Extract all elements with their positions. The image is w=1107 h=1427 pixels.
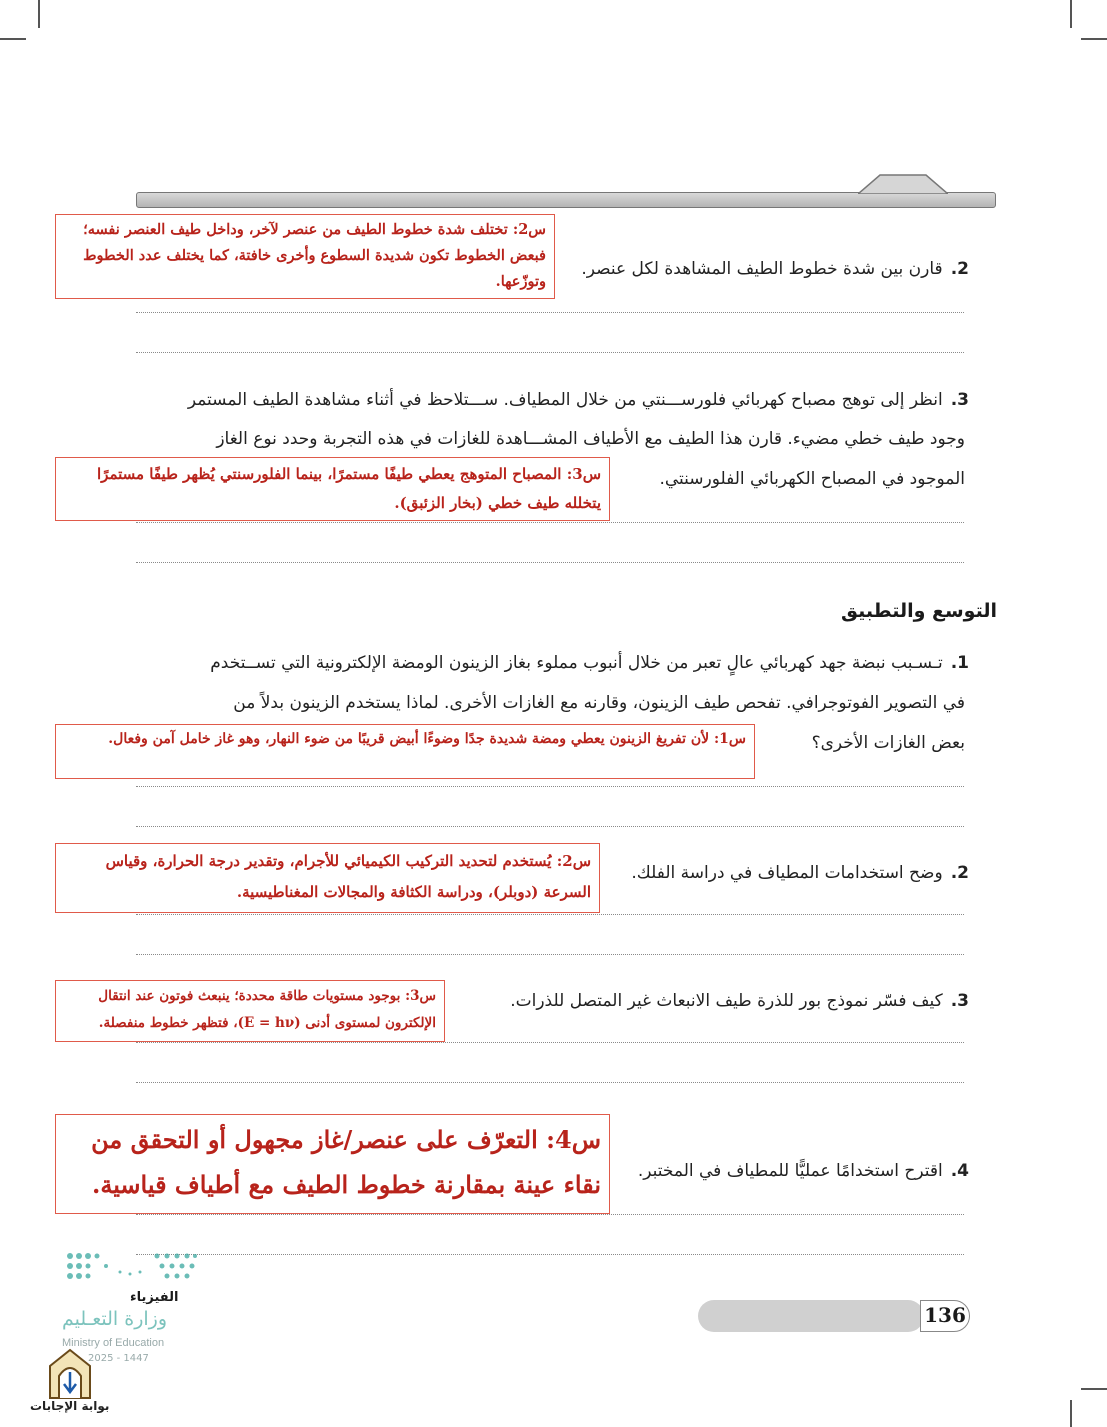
section-title: التوسع والتطبيق — [841, 600, 997, 622]
answer-box-s1: س1: لأن تفريغ الزينون يعطي ومضة شديدة جدًا وضوءًا أبيض قريبًا من ضوء النهار، وهو غاز خامل آمن وفعال. — [55, 724, 755, 779]
answer-line — [136, 1082, 964, 1083]
subject-label: الفيزياء — [130, 1290, 179, 1305]
question-s4: 4.اقترح استخدامًا عمليًّا للمطياف في المختبر. — [637, 1161, 969, 1181]
crop-mark — [1081, 1388, 1107, 1390]
page-number: 136 — [920, 1300, 970, 1332]
question-3: 3.انظر إلى توهج مصباح كهربائي فلورســـنتي من خلال المطياف. ســـتلاحظ في أثناء مشاهدة الطيف المستمر — [187, 390, 969, 410]
header-rule — [136, 192, 996, 208]
crop-mark — [1081, 38, 1107, 40]
answer-box-s3: س3: بوجود مستويات طاقة محددة؛ ينبعث فوتون عند انتقال الإلكترون لمستوى أدنى (E = hν)، فتظهر خطوط منفصلة. — [55, 980, 445, 1042]
ministry-name-en: Ministry of Education — [62, 1337, 165, 1349]
question-s1: 1.تـسـبب نبضة جهد كهربائي عالٍ تعبر من خلال أنبوب مملوء بغاز الزينون الومضة الإلكترونية التي تســتخدم — [210, 653, 969, 673]
answer-line — [136, 1254, 964, 1255]
question-3-line: الموجود في المصباح الكهربائي الفلورسنتي. — [659, 469, 965, 489]
answer-line — [136, 914, 964, 915]
ministry-name-ar: وزارة التعـليم — [62, 1308, 168, 1330]
crop-mark — [38, 0, 40, 28]
answer-line — [136, 1042, 964, 1043]
answer-line — [136, 312, 964, 313]
crop-mark — [1070, 1400, 1072, 1427]
page-number-bar — [698, 1300, 924, 1332]
site-name: بوابة الإجابات — [30, 1399, 110, 1413]
question-2: 2.قارن بين شدة خطوط الطيف المشاهدة لكل عنصر. — [581, 259, 969, 279]
question-s3: 3.كيف فسّر نموذج بور للذرة طيف الانبعاث غير المتصل للذرات. — [510, 991, 969, 1011]
site-logo-icon — [45, 1348, 95, 1400]
answer-line — [136, 954, 964, 955]
answer-line — [136, 522, 964, 523]
question-s1-line: بعض الغازات الأخرى؟ — [811, 733, 965, 753]
answer-line — [136, 826, 964, 827]
answer-line — [136, 352, 964, 353]
header-rule-tab — [858, 172, 948, 194]
ministry-logo-icon — [62, 1250, 202, 1290]
answer-box-s4: س4: التعرّف على عنصر/غاز مجهول أو التحقق من نقاء عينة بمقارنة خطوط الطيف مع أطياف قياسية. — [55, 1114, 610, 1214]
crop-mark — [1070, 0, 1072, 28]
answer-box-q3: س3: المصباح المتوهج يعطي طيفًا مستمرًا، بينما الفلورسنتي يُظهر طيفًا مستمرًا يتخلله طيف خطي (بخار الزئبق). — [55, 457, 610, 521]
answer-box-q2: س2: تختلف شدة خطوط الطيف من عنصر لآخر، وداخل طيف العنصر نفسه؛ فبعض الخطوط تكون شديدة السطوع وأخرى خافتة، كما يختلف عدد الخطوط وتوزّعها. — [55, 214, 555, 299]
question-s2: 2.وضح استخدامات المطياف في دراسة الفلك. — [631, 863, 969, 883]
crop-mark — [0, 38, 26, 40]
question-3-line: وجود طيف خطي مضيء. قارن هذا الطيف مع الأطياف المشـــاهدة للغازات في هذه التجربة وحدد نوع الغاز — [216, 429, 965, 449]
answer-line — [136, 562, 964, 563]
edition-year: 2025 - 1447 — [88, 1353, 149, 1364]
answer-box-s2: س2: يُستخدم لتحديد التركيب الكيميائي للأجرام، وتقدير درجة الحرارة، وقياس السرعة (دوبلر)، ودراسة الكثافة والمجالات المغناطيسية. — [55, 843, 600, 913]
answer-line — [136, 786, 964, 787]
question-s1-line: في التصوير الفوتوجرافي. تفحص طيف الزينون، وقارنه مع الغازات الأخرى. لماذا يستخدم الزينون بدلاً من — [233, 693, 965, 713]
answer-line — [136, 1214, 964, 1215]
